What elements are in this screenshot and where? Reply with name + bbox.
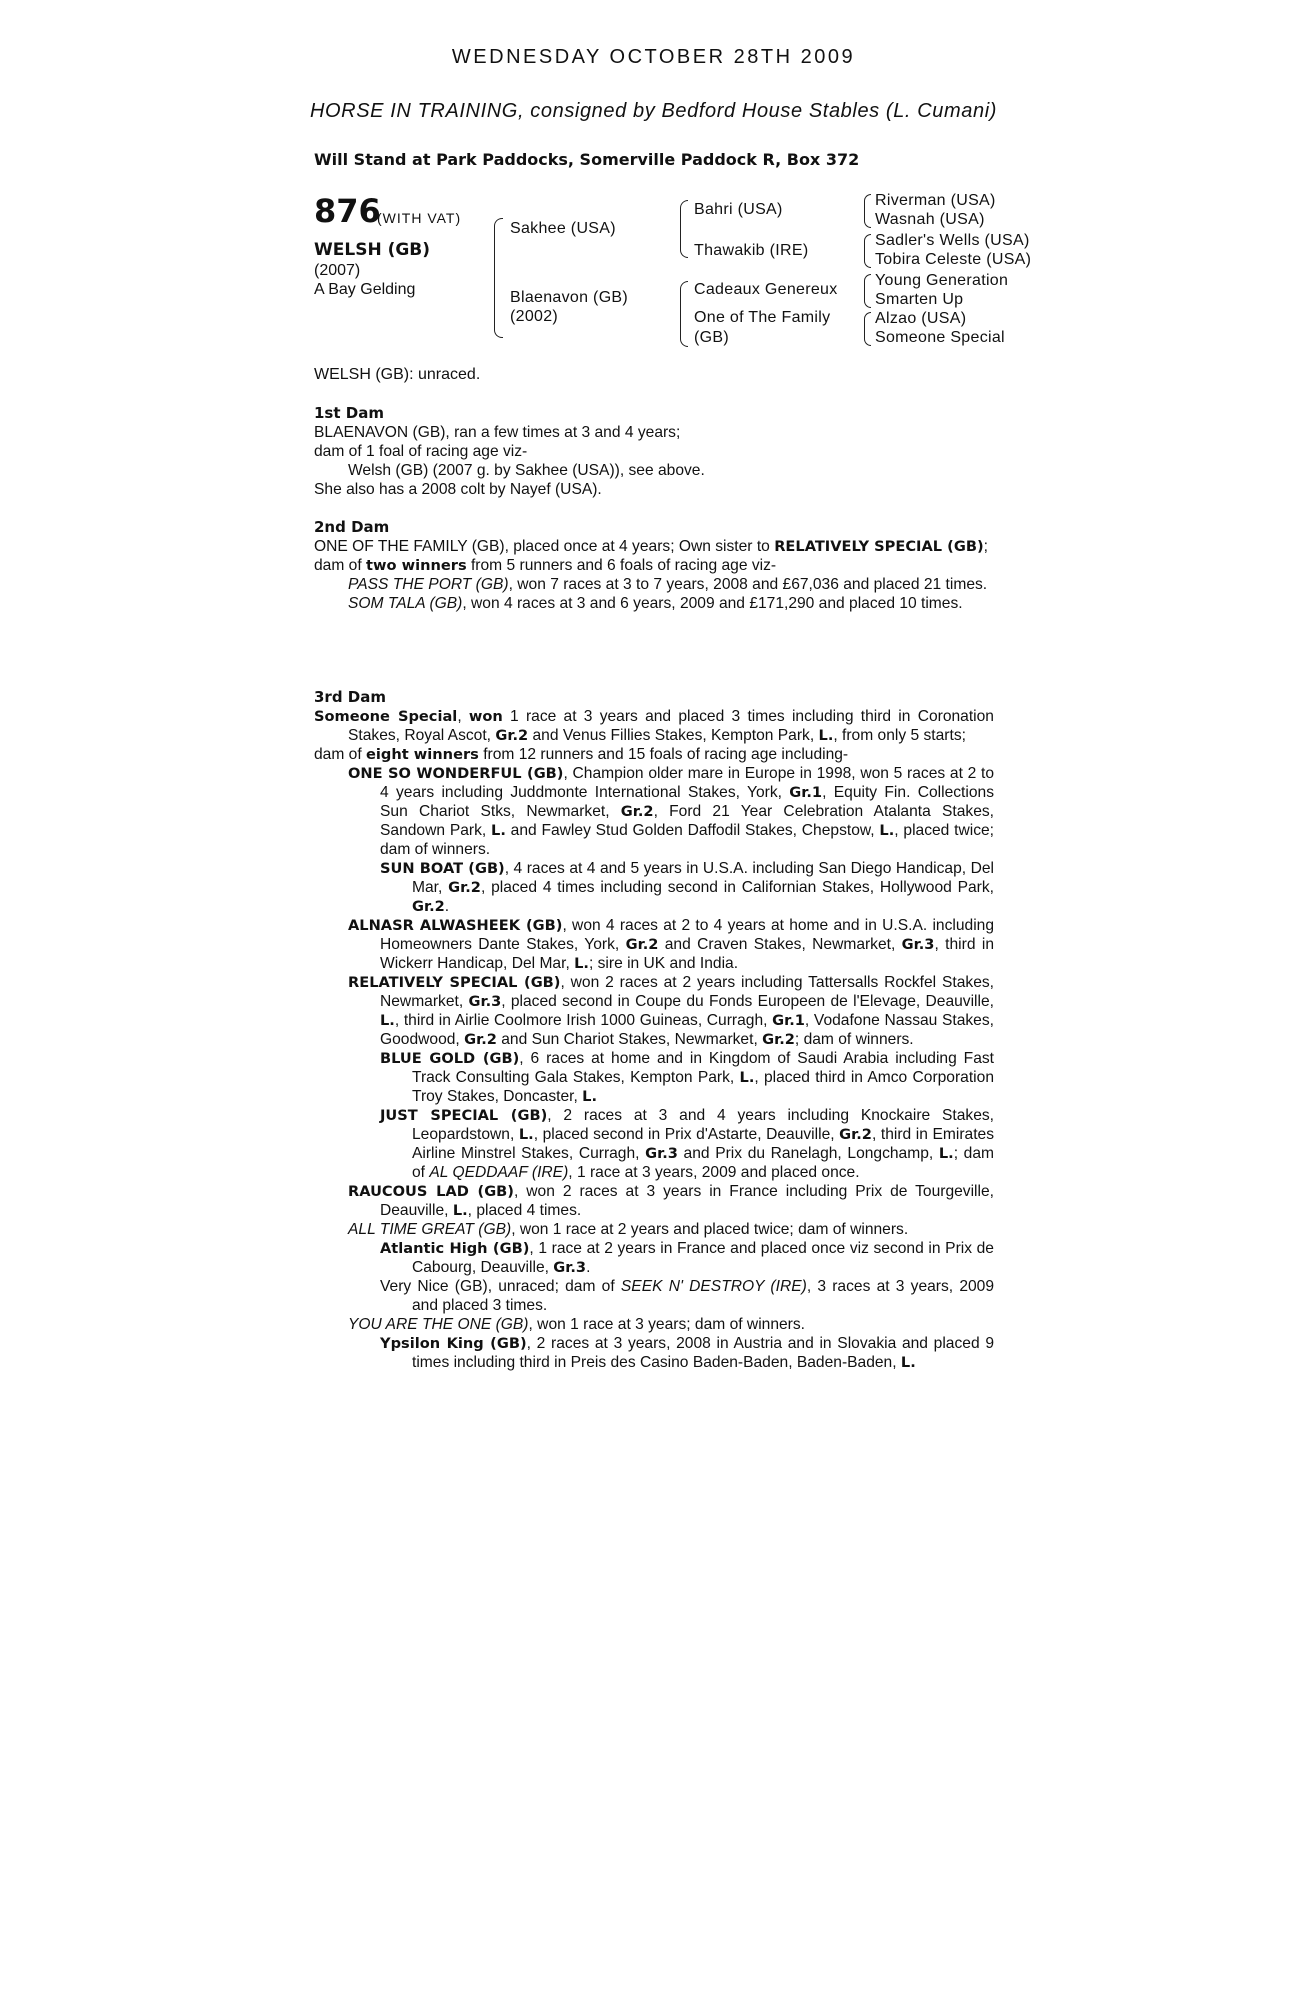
sire-brace <box>680 200 688 258</box>
pedigree-dds: Alzao (USA) <box>875 310 967 327</box>
pedigree-dam-dam-suffix: (GB) <box>694 329 729 346</box>
produce-entry: Ypsilon King (GB), 2 races at 3 years, 2008 in Austria and in Slovakia and placed 9 times including third in Preis des Casino Baden-Baden, Baden-Baden, L. <box>380 1335 995 1371</box>
produce-entry: ONE SO WONDERFUL (GB), Champion older mare in Europe in 1998, won 5 races at 2 to 4 years including Juddmonte International Stakes, York, Gr.1, Equity Fin. Collections Sun Chariot Stks, Newmarket, Gr.2, Ford 21 Year Celebration Atalanta Stakes, Sandown Park, L. and Fawley Stud Golden Daffodil Stakes, Chepstow, L., placed twice; dam of winners. <box>348 765 995 858</box>
first-dam-heading: 1st Dam <box>314 404 384 422</box>
produce-entry: ALL TIME GREAT (GB), won 1 race at 2 years and placed twice; dam of winners. <box>348 1221 909 1238</box>
pedigree-sire-sire: Bahri (USA) <box>694 201 783 218</box>
stand-location: Will Stand at Park Paddocks, Somerville Paddock R, Box 372 <box>314 150 860 169</box>
gen3-brace-2 <box>864 234 871 268</box>
produce-entry: RAUCOUS LAD (GB), won 2 races at 3 years in France including Prix de Tourgeville, Deauville, L., placed 4 times. <box>348 1183 994 1219</box>
sale-date: WEDNESDAY OCTOBER 28TH 2009 <box>451 46 856 68</box>
second-dam-entry: ONE OF THE FAMILY (GB), placed once at 4 years; Own sister to RELATIVELY SPECIAL (GB); <box>314 538 988 555</box>
sire-dam-brace <box>494 218 503 338</box>
first-dam-line: She also has a 2008 colt by Nayef (USA). <box>314 481 602 498</box>
horse-year: (2007) <box>314 262 361 279</box>
third-dam-section <box>314 688 994 1372</box>
gen3-brace-3 <box>864 274 871 308</box>
pedigree-sds: Sadler's Wells (USA) <box>875 232 1030 249</box>
produce-entry: Atlantic High (GB), 1 race at 2 years in France and placed once viz second in Prix de Cabourg, Deauville, Gr.3. <box>380 1240 994 1276</box>
produce-entry: ALNASR ALWASHEEK (GB), won 4 races at 2 to 4 years at home and in U.S.A. including Homeowners Dante Stakes, York, Gr.2 and Craven Stakes, Newmarket, Gr.3, third in Wickerr Handicap, Del Mar, L.; sire in UK and India. <box>348 917 994 972</box>
second-dam-heading: 2nd Dam <box>314 518 390 536</box>
produce-entry: Very Nice (GB), unraced; dam of SEEK N' DESTROY (IRE), 3 races at 3 years, 2009 and placed 3 times. <box>380 1278 995 1314</box>
pedigree-dss: Young Generation <box>875 272 1009 289</box>
gen3-brace-4 <box>864 312 871 346</box>
second-dam-produce: PASS THE PORT (GB), won 7 races at 3 to 7 years, 2008 and £67,036 and placed 21 times. <box>348 576 988 593</box>
pedigree-ssd: Wasnah (USA) <box>875 211 985 228</box>
horse-name: WELSH (GB) <box>314 240 431 260</box>
pedigree-sire-dam: Thawakib (IRE) <box>694 242 809 259</box>
produce-entry: YOU ARE THE ONE (GB), won 1 race at 3 years; dam of winners. <box>348 1316 806 1333</box>
produce-entry: SUN BOAT (GB), 4 races at 4 and 5 years in U.S.A. including San Diego Handicap, Del Mar, Gr.2, placed 4 times including second in Californian Stakes, Hollywood Park, Gr.2. <box>380 860 994 915</box>
consignment-line: HORSE IN TRAINING, consigned by Bedford House Stables (L. Cumani) <box>309 100 998 122</box>
third-dam-heading: 3rd Dam <box>314 688 386 706</box>
horse-description: A Bay Gelding <box>314 281 416 298</box>
produce-entry: JUST SPECIAL (GB), 2 races at 3 and 4 years including Knockaire Stakes, Leopardstown, L., placed second in Prix d'Astarte, Deauville, Gr.2, third in Emirates Airline Minstrel Stakes, Curragh, Gr.3 and Prix du Ranelagh, Longchamp, L.; dam of AL QEDDAAF (IRE), 1 race at 3 years, 2009 and placed once. <box>380 1107 995 1181</box>
produce-entry: RELATIVELY SPECIAL (GB), won 2 races at 2 years including Tattersalls Rockfel Stakes, Newmarket, Gr.3, placed second in Coupe du Fonds Europeen de l'Elevage, Deauville, L., third in Airlie Coolmore Irish 1000 Guineas, Curragh, Gr.1, Vodafone Nassau Stakes, Goodwood, Gr.2 and Sun Chariot Stakes, Newmarket, Gr.2; dam of winners. <box>348 974 995 1048</box>
pedigree-dam-year: (2002) <box>510 308 559 325</box>
pedigree-sss: Riverman (USA) <box>875 192 996 209</box>
pedigree-sdd: Tobira Celeste (USA) <box>875 251 1032 268</box>
first-dam-line: BLAENAVON (GB), ran a few times at 3 and 4 years; <box>314 424 681 441</box>
pedigree-dam-dam: One of The Family <box>694 309 831 326</box>
race-record: WELSH (GB): unraced. <box>314 366 481 383</box>
second-dam-produce: SOM TALA (GB), won 4 races at 3 and 6 years, 2009 and £171,290 and placed 10 times. <box>348 595 963 612</box>
pedigree-sire: Sakhee (USA) <box>510 220 616 237</box>
vat-note: (WITH VAT) <box>377 210 462 226</box>
lot-number: 876 <box>314 192 381 230</box>
pedigree-dsd: Smarten Up <box>875 291 964 308</box>
third-dam-entry: Someone Special, won 1 race at 3 years and placed 3 times including third in Coronation Stakes, Royal Ascot, Gr.2 and Venus Fillies Stakes, Kempton Park, L., from only 5 starts; <box>314 708 994 744</box>
pedigree-dam: Blaenavon (GB) <box>510 289 629 306</box>
pedigree-dam-sire: Cadeaux Genereux <box>694 281 838 298</box>
first-dam-line: dam of 1 foal of racing age viz- <box>314 443 528 460</box>
pedigree-ddd: Someone Special <box>875 329 1005 346</box>
second-dam-section <box>314 518 994 613</box>
second-dam-summary: dam of two winners from 5 runners and 6 foals of racing age viz- <box>314 557 777 574</box>
dam-brace <box>680 281 688 347</box>
first-dam-section <box>314 404 994 499</box>
gen3-brace-1 <box>864 194 871 228</box>
first-dam-produce: Welsh (GB) (2007 g. by Sakhee (USA)), see above. <box>348 462 705 479</box>
produce-entry: BLUE GOLD (GB), 6 races at home and in Kingdom of Saudi Arabia including Fast Track Consulting Gala Stakes, Kempton Park, L., placed third in Amco Corporation Troy Stakes, Doncaster, L. <box>380 1050 994 1105</box>
third-dam-summary: dam of eight winners from 12 runners and 15 foals of racing age including- <box>314 746 849 763</box>
